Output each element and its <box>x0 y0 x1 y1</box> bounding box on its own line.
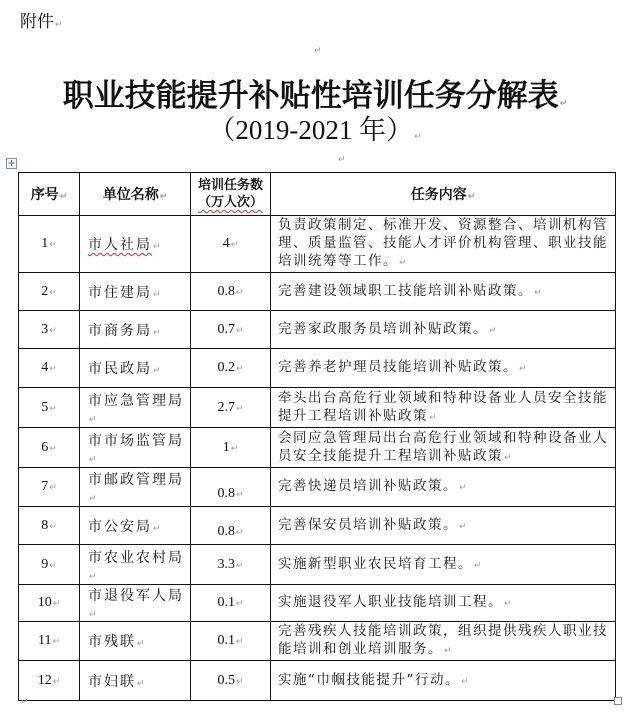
row-index: 3↵ <box>19 311 80 349</box>
row-unit: 市退役军人局↵ <box>80 585 191 622</box>
row-quota: 2.7↵ <box>191 388 271 428</box>
row-quota: 0.1↵ <box>191 622 271 661</box>
row-index: 12↵ <box>19 661 80 701</box>
row-unit: 市妇联↵ <box>80 661 191 701</box>
attachment-label: 附件↵ <box>20 12 63 32</box>
row-index: 7↵ <box>19 468 80 507</box>
row-unit: 市公安局↵ <box>80 507 191 545</box>
table-row <box>19 661 616 701</box>
row-unit: 市应急管理局↵ <box>80 388 191 428</box>
row-quota: 0.7↵ <box>191 311 271 349</box>
table-row <box>19 349 616 388</box>
paragraph-mark: ↵ <box>338 155 346 165</box>
table-row <box>19 273 616 311</box>
header-index: 序号↵ <box>19 173 80 216</box>
row-quota: 0.8↵ <box>191 468 271 507</box>
row-unit: 市农业农村局↵ <box>80 545 191 585</box>
row-unit: 市商务局↵ <box>80 311 191 349</box>
row-task: 完善残疾人技能培训政策，组织提供残疾人职业技能培训和创业培训服务。↵ <box>271 622 616 661</box>
table-row <box>19 311 616 349</box>
row-unit: 市市场监管局↵ <box>80 428 191 468</box>
row-task: 负责政策制定、标准开发、资源整合、培训机构管理、质量监管、技能人才评价机构管理、职业技能培训统筹等工作。↵ <box>271 216 616 273</box>
table-header-row <box>19 173 616 216</box>
row-quota: 0.8↵ <box>191 273 271 311</box>
row-unit: 市邮政管理局↵ <box>80 468 191 507</box>
resize-icon[interactable] <box>614 697 622 705</box>
row-quota: 0.1↵ <box>191 585 271 622</box>
row-task: 会同应急管理局出台高危行业领域和特种设备业人员安全技能提升工程培训补贴政策↵ <box>271 428 616 468</box>
row-quota: 4↵ <box>191 216 271 273</box>
row-quota: 0.5↵ <box>191 661 271 701</box>
table-row <box>19 585 616 622</box>
row-quota: 3.3↵ <box>191 545 271 585</box>
move-icon[interactable]: ✛ <box>6 158 17 169</box>
row-task: 实施“巾帼技能提升”行动。↵ <box>271 661 616 701</box>
row-index: 1↵ <box>19 216 80 273</box>
header-unit: 单位名称↵ <box>80 173 191 216</box>
row-quota: 0.8↵ <box>191 507 271 545</box>
row-task: 实施新型职业农民培育工程。↵ <box>271 545 616 585</box>
row-unit: 市人社局↵ <box>80 216 191 273</box>
row-task: 实施退役军人职业技能培训工程。↵ <box>271 585 616 622</box>
paragraph-mark: ↵ <box>21 697 29 707</box>
paragraph-mark: ↵ <box>314 46 322 56</box>
row-task: 完善建设领域职工技能培训补贴政策。↵ <box>271 273 616 311</box>
table-row <box>19 388 616 428</box>
row-task: 完善快递员培训补贴政策。↵ <box>271 468 616 507</box>
table-row <box>19 468 616 507</box>
row-task: 牵头出台高危行业领域和特种设备业人员安全技能提升工程培训补贴政策↵ <box>271 388 616 428</box>
table-row <box>19 622 616 661</box>
row-index: 9↵ <box>19 545 80 585</box>
task-breakdown-table <box>18 172 616 701</box>
document-subtitle: （2019-2021 年）↵ <box>208 115 422 145</box>
table-row <box>19 216 616 273</box>
row-task: 完善保安员培训补贴政策。↵ <box>271 507 616 545</box>
row-unit: 市住建局↵ <box>80 273 191 311</box>
table-row <box>19 545 616 585</box>
table-row <box>19 507 616 545</box>
table-row <box>19 428 616 468</box>
header-task: 任务内容↵ <box>271 173 616 216</box>
header-quota: 培训任务数 （万人次） <box>191 173 271 216</box>
document-title: 职业技能提升补贴性培训任务分解表↵ <box>62 78 568 114</box>
row-unit: 市残联↵ <box>80 622 191 661</box>
row-index: 8↵ <box>19 507 80 545</box>
row-index: 11↵ <box>19 622 80 661</box>
row-index: 6↵ <box>19 428 80 468</box>
row-quota: 1↵ <box>191 428 271 468</box>
row-index: 5↵ <box>19 388 80 428</box>
row-index: 10↵ <box>19 585 80 622</box>
row-index: 4↵ <box>19 349 80 388</box>
row-task: 完善养老护理员技能培训补贴政策。↵ <box>271 349 616 388</box>
row-task: 完善家政服务员培训补贴政策。↵ <box>271 311 616 349</box>
row-quota: 0.2↵ <box>191 349 271 388</box>
row-unit: 市民政局↵ <box>80 349 191 388</box>
row-index: 2↵ <box>19 273 80 311</box>
